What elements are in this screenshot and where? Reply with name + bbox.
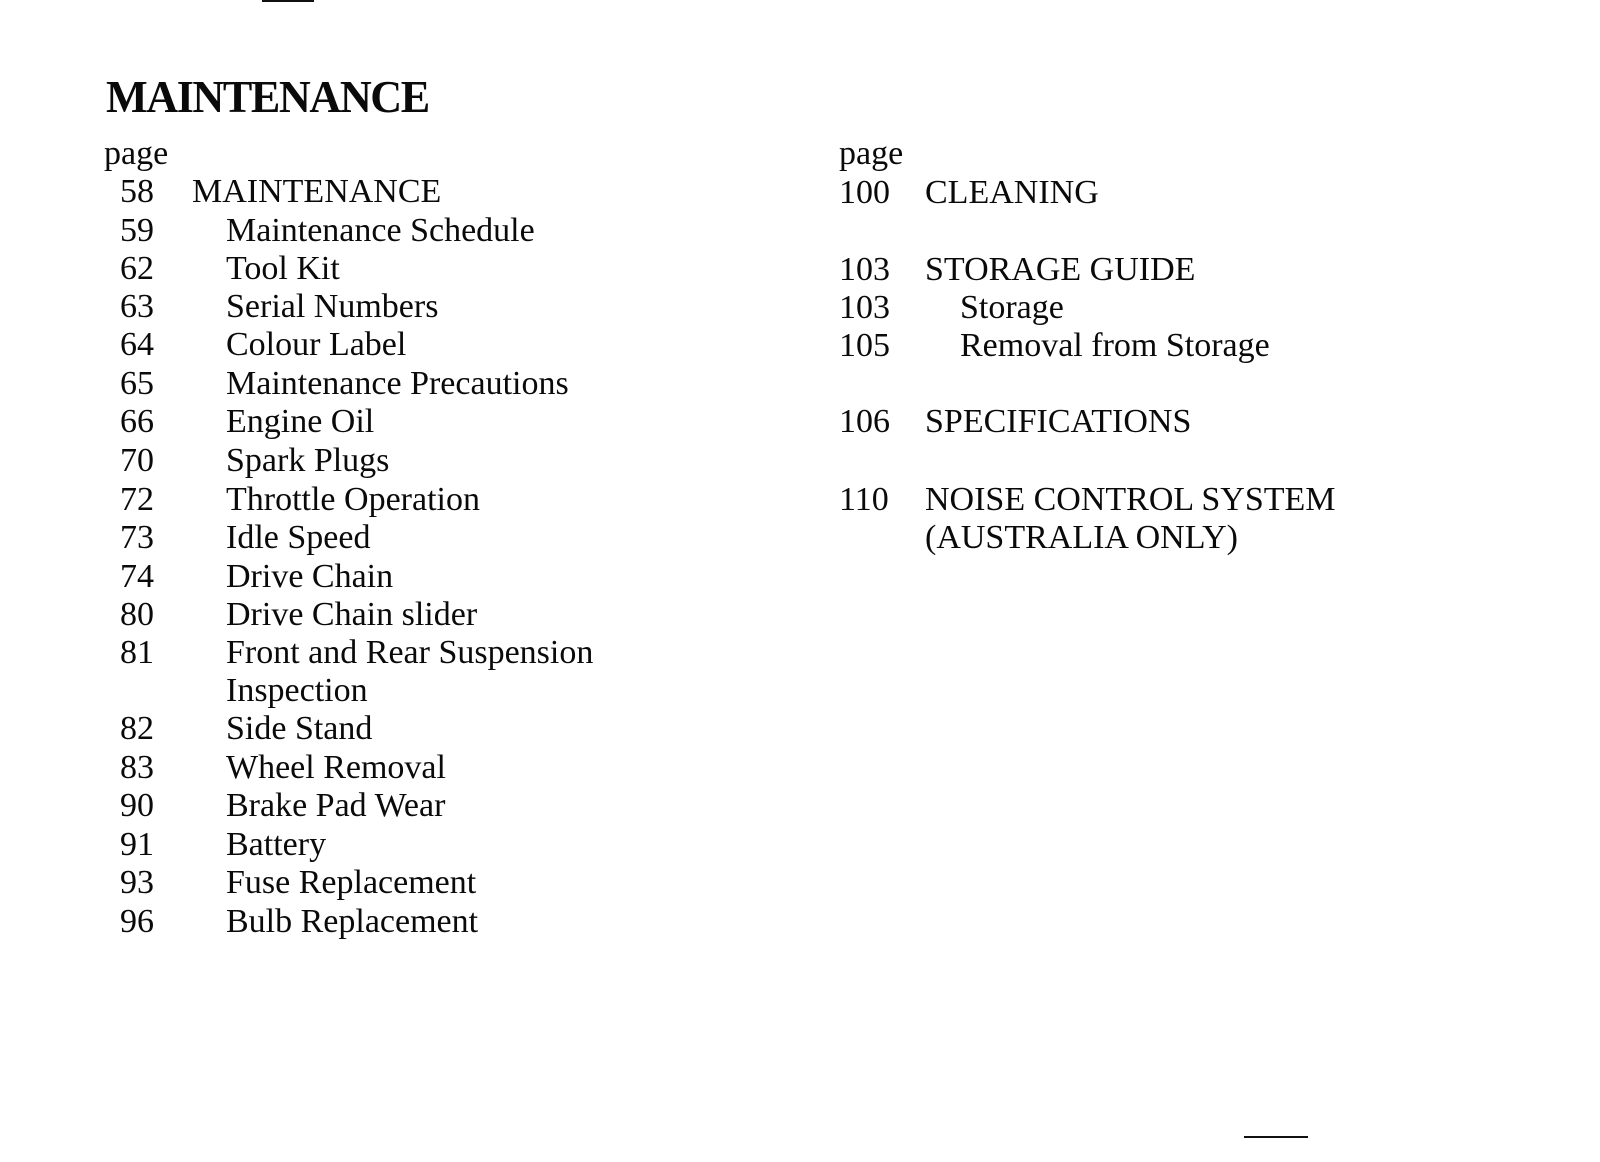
toc-entry-label: Brake Pad Wear [226,787,446,824]
toc-page-number: 105 [839,327,890,364]
top-scan-mark [262,0,314,2]
toc-page-number: 58 [120,173,154,210]
toc-entry-label: Side Stand [226,710,373,747]
toc-page-number: 96 [120,903,154,940]
toc-page-number: 82 [120,710,154,747]
toc-page-number: 73 [120,519,154,556]
toc-entry-label: NOISE CONTROL SYSTEM [925,481,1336,518]
toc-page-number: 93 [120,864,154,901]
toc-entry-label: Bulb Replacement [226,903,479,940]
toc-page-number: 91 [120,826,154,863]
toc-page-number: 63 [120,288,154,325]
toc-entry-label-continued: (AUSTRALIA ONLY) [925,519,1238,556]
left-page-heading: page [104,135,169,172]
bottom-rule [1244,1136,1308,1138]
toc-entry-label: SPECIFICATIONS [925,403,1192,440]
toc-page-number: 81 [120,634,154,671]
toc-entry-label: Removal from Storage [960,327,1270,364]
toc-entry-label: Maintenance Schedule [226,212,535,249]
toc-entry-label: Tool Kit [226,250,340,287]
toc-page-number: 110 [839,481,889,518]
toc-page-number: 100 [839,174,890,211]
toc-page-number: 106 [839,403,890,440]
toc-entry-label: MAINTENANCE [192,173,442,210]
toc-entry-label: Front and Rear Suspension [226,634,594,671]
toc-page-number: 74 [120,558,154,595]
toc-page-number: 72 [120,481,154,518]
toc-page-number: 59 [120,212,154,249]
right-page-heading: page [839,135,904,172]
toc-page-number: 62 [120,250,154,287]
toc-entry-label-continued: Inspection [226,672,368,709]
toc-page-number: 80 [120,596,154,633]
toc-entry-label: Serial Numbers [226,288,439,325]
toc-entry-label: Wheel Removal [226,749,446,786]
toc-page-number: 65 [120,365,154,402]
toc-entry-label: Battery [226,826,327,863]
toc-entry-label: Fuse Replacement [226,864,477,901]
toc-entry-label: STORAGE GUIDE [925,251,1196,288]
toc-entry-label: Engine Oil [226,403,375,440]
toc-page-number: 103 [839,289,890,326]
toc-entry-label: Drive Chain slider [226,596,478,633]
toc-entry-label: Storage [960,289,1064,326]
toc-page-number: 103 [839,251,890,288]
toc-entry-label: Spark Plugs [226,442,390,479]
toc-entry-label: CLEANING [925,174,1099,211]
page-title: MAINTENANCE [106,71,429,122]
toc-entry-label: Drive Chain [226,558,394,595]
toc-page-number: 64 [120,326,154,363]
toc-entry-label: Idle Speed [226,519,371,556]
toc-page-number: 90 [120,787,154,824]
toc-entry-label: Colour Label [226,326,407,363]
toc-page-number: 66 [120,403,154,440]
toc-entry-label: Throttle Operation [226,481,480,518]
toc-page-number: 70 [120,442,154,479]
toc-page-number: 83 [120,749,154,786]
toc-entry-label: Maintenance Precautions [226,365,569,402]
